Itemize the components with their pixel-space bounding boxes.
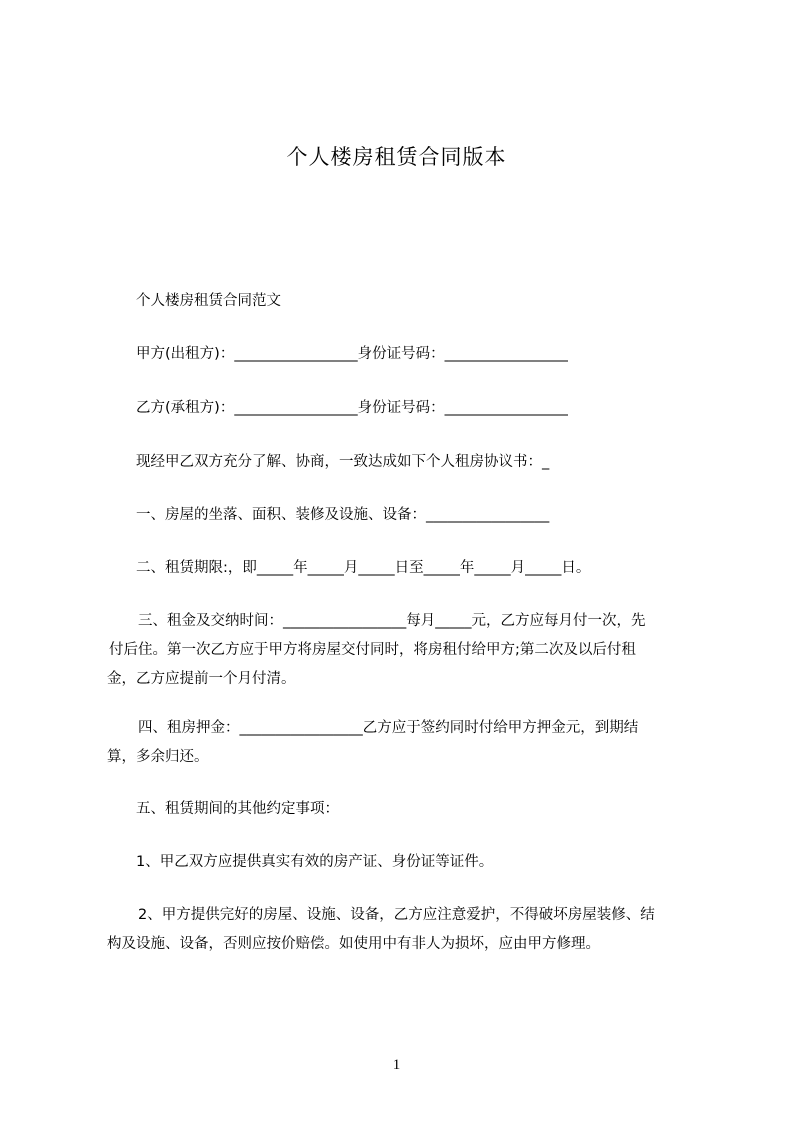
document-title: 个人楼房租赁合同版本 bbox=[286, 145, 507, 169]
clause-3 bbox=[107, 607, 717, 694]
clause-4-line-1: 四、租房押金：_________________乙方应于签约同时付给甲方押金元，到期结 bbox=[138, 720, 639, 736]
party-a-line: 甲方(出租方)：_________________身份证号码：_________________ bbox=[136, 346, 568, 362]
clause-5: 五、租赁期间的其他约定事项： bbox=[136, 801, 339, 817]
clause-4 bbox=[107, 714, 717, 772]
clause-3-line-1: 三、租金及交纳时间：_________________每月_____元，乙方应每月付一次，先 bbox=[138, 613, 646, 629]
clause-1: 一、房屋的坐落、面积、装修及设施、设备：_________________ bbox=[136, 507, 550, 523]
item-1: 1、甲乙双方应提供真实有效的房产证、身份证等证件。 bbox=[136, 854, 494, 870]
intro-paragraph: 现经甲乙双方充分了解、协商，一致达成如下个人租房协议书：_ bbox=[136, 454, 550, 470]
document-subtitle: 个人楼房租赁合同范文 bbox=[136, 293, 281, 309]
item-2-line-1: 2、甲方提供完好的房屋、设施、设备，乙方应注意爱护，不得破坏房屋装修、结 bbox=[138, 907, 655, 923]
page-number: 1 bbox=[392, 1057, 401, 1073]
clause-4-line-2: 算，多余归还。 bbox=[107, 749, 209, 765]
party-b-line: 乙方(承租方)：_________________身份证号码：_________________ bbox=[136, 400, 568, 416]
item-2-line-2: 构及设施、设备，否则应按价赔偿。如使用中有非人为损坏，应由甲方修理。 bbox=[107, 936, 600, 952]
clause-3-line-3: 金，乙方应提前一个月付清。 bbox=[107, 671, 296, 687]
clause-3-line-2: 付后住。第一次乙方应于甲方将房屋交付同时，将房租付给甲方;第二次及以后付租 bbox=[109, 642, 636, 658]
clause-2: 二、租赁期限:，即_____年_____月_____日至_____年_____月_____日。 bbox=[136, 560, 591, 576]
item-2 bbox=[107, 901, 717, 959]
